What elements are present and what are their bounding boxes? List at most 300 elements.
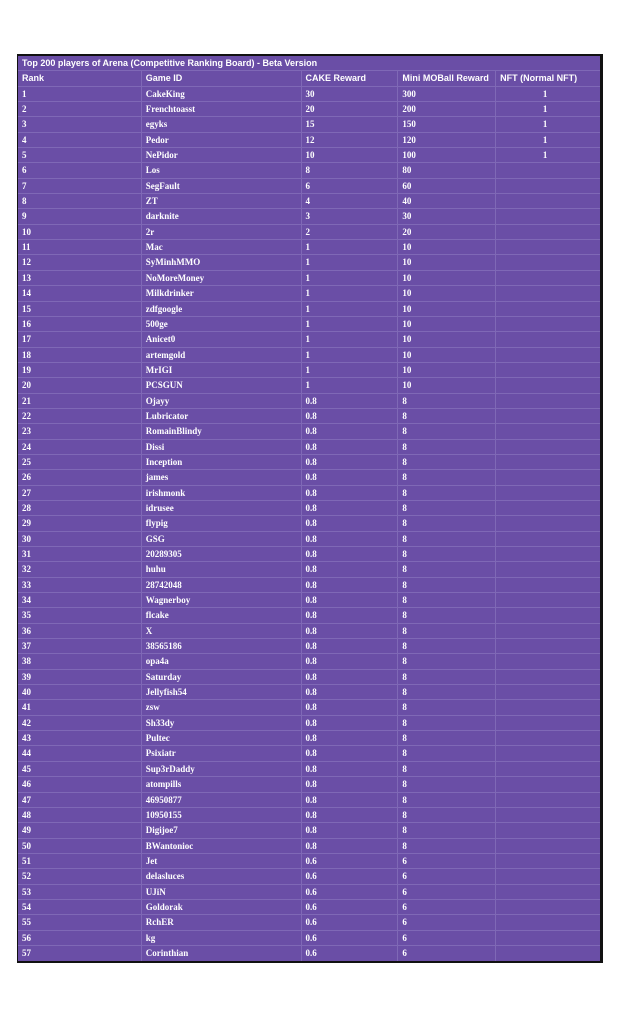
rank-cell[interactable]: 27 bbox=[18, 486, 142, 500]
nft-cell[interactable] bbox=[496, 700, 600, 714]
rank-cell[interactable]: 22 bbox=[18, 409, 142, 423]
cake-reward-cell[interactable]: 0.8 bbox=[302, 716, 399, 730]
game-id-cell[interactable]: egyks bbox=[142, 117, 302, 131]
cake-reward-cell[interactable]: 0.6 bbox=[302, 915, 399, 929]
rank-cell[interactable]: 57 bbox=[18, 946, 142, 961]
nft-cell[interactable] bbox=[496, 486, 600, 500]
game-id-cell[interactable]: Dissi bbox=[142, 440, 302, 454]
moball-reward-cell[interactable]: 8 bbox=[398, 746, 496, 760]
rank-cell[interactable]: 53 bbox=[18, 885, 142, 899]
nft-cell[interactable] bbox=[496, 286, 600, 300]
rank-cell[interactable]: 19 bbox=[18, 363, 142, 377]
moball-reward-cell[interactable]: 150 bbox=[398, 117, 496, 131]
moball-reward-cell[interactable]: 8 bbox=[398, 777, 496, 791]
cake-reward-cell[interactable]: 3 bbox=[302, 209, 399, 223]
cake-reward-cell[interactable]: 4 bbox=[302, 194, 399, 208]
header-nft[interactable]: NFT (Normal NFT) bbox=[500, 73, 578, 84]
nft-cell[interactable] bbox=[496, 839, 600, 853]
cake-reward-cell[interactable]: 0.8 bbox=[302, 746, 399, 760]
table-row bbox=[18, 608, 600, 623]
game-id-cell[interactable]: 28742048 bbox=[142, 578, 302, 592]
nft-cell[interactable] bbox=[496, 394, 600, 408]
nft-cell[interactable] bbox=[496, 240, 600, 254]
rank-cell[interactable]: 25 bbox=[18, 455, 142, 469]
cake-reward-cell[interactable]: 0.8 bbox=[302, 777, 399, 791]
rank-cell[interactable]: 51 bbox=[18, 854, 142, 868]
game-id-cell[interactable]: SegFault bbox=[142, 179, 302, 193]
game-id-cell[interactable]: Lubricator bbox=[142, 409, 302, 423]
rank-cell[interactable]: 9 bbox=[18, 209, 142, 223]
nft-cell[interactable] bbox=[496, 823, 600, 837]
rank-cell[interactable]: 8 bbox=[18, 194, 142, 208]
moball-reward-cell[interactable]: 100 bbox=[398, 148, 496, 162]
moball-reward-cell[interactable]: 8 bbox=[398, 839, 496, 853]
nft-cell[interactable] bbox=[496, 179, 600, 193]
rank-cell[interactable]: 32 bbox=[18, 562, 142, 576]
game-id-cell[interactable]: kg bbox=[142, 931, 302, 945]
rank-cell[interactable]: 38 bbox=[18, 654, 142, 668]
game-id-cell[interactable]: zsw bbox=[142, 700, 302, 714]
game-id-cell[interactable]: Frenchtoasst bbox=[142, 102, 302, 116]
cake-reward-cell[interactable]: 0.8 bbox=[302, 731, 399, 745]
rank-cell[interactable]: 23 bbox=[18, 424, 142, 438]
nft-cell[interactable] bbox=[496, 255, 600, 269]
moball-reward-cell[interactable]: 10 bbox=[398, 332, 496, 346]
game-id-cell[interactable]: Anicet0 bbox=[142, 332, 302, 346]
game-id-cell[interactable]: Sup3rDaddy bbox=[142, 762, 302, 776]
moball-reward-cell[interactable]: 8 bbox=[398, 624, 496, 638]
rank-cell[interactable]: 42 bbox=[18, 716, 142, 730]
rank-cell[interactable]: 30 bbox=[18, 532, 142, 546]
cake-reward-cell[interactable]: 0.8 bbox=[302, 440, 399, 454]
nft-cell[interactable] bbox=[496, 317, 600, 331]
game-id-cell[interactable]: PCSGUN bbox=[142, 378, 302, 392]
nft-cell[interactable] bbox=[496, 532, 600, 546]
rank-cell[interactable]: 13 bbox=[18, 271, 142, 285]
rank-cell[interactable]: 56 bbox=[18, 931, 142, 945]
nft-cell[interactable] bbox=[496, 793, 600, 807]
cake-reward-cell[interactable]: 0.8 bbox=[302, 670, 399, 684]
cake-reward-cell[interactable]: 0.8 bbox=[302, 394, 399, 408]
rank-cell[interactable]: 35 bbox=[18, 608, 142, 622]
cake-reward-cell[interactable]: 0.6 bbox=[302, 931, 399, 945]
moball-reward-cell[interactable]: 6 bbox=[398, 869, 496, 883]
game-id-cell[interactable]: 2r bbox=[142, 225, 302, 239]
nft-cell[interactable] bbox=[496, 808, 600, 822]
game-id-cell[interactable]: Ojayy bbox=[142, 394, 302, 408]
game-id-cell[interactable]: 46950877 bbox=[142, 793, 302, 807]
moball-reward-cell[interactable]: 6 bbox=[398, 854, 496, 868]
cake-reward-cell[interactable]: 6 bbox=[302, 179, 399, 193]
rank-cell[interactable]: 41 bbox=[18, 700, 142, 714]
game-id-cell[interactable]: GSG bbox=[142, 532, 302, 546]
table-row bbox=[18, 163, 600, 178]
cake-reward-cell[interactable]: 1 bbox=[302, 363, 399, 377]
moball-reward-cell[interactable]: 8 bbox=[398, 654, 496, 668]
game-id-cell[interactable]: zdfgoogle bbox=[142, 302, 302, 316]
header-cake-reward[interactable]: CAKE Reward bbox=[302, 71, 399, 85]
cake-reward-cell[interactable]: 1 bbox=[302, 348, 399, 362]
nft-cell[interactable] bbox=[496, 608, 600, 622]
moball-reward-cell[interactable]: 8 bbox=[398, 455, 496, 469]
rank-cell[interactable]: 12 bbox=[18, 255, 142, 269]
game-id-cell[interactable]: Pultec bbox=[142, 731, 302, 745]
header-rank[interactable]: Rank bbox=[18, 71, 142, 85]
game-id-cell[interactable]: Inception bbox=[142, 455, 302, 469]
cake-reward-cell[interactable]: 10 bbox=[302, 148, 399, 162]
cake-reward-cell[interactable]: 0.6 bbox=[302, 885, 399, 899]
rank-cell[interactable]: 50 bbox=[18, 839, 142, 853]
nft-cell[interactable] bbox=[496, 946, 600, 961]
cake-reward-cell[interactable]: 0.8 bbox=[302, 532, 399, 546]
cake-reward-cell[interactable]: 0.8 bbox=[302, 470, 399, 484]
cake-reward-cell[interactable]: 1 bbox=[302, 286, 399, 300]
nft-cell[interactable] bbox=[496, 931, 600, 945]
cake-reward-cell[interactable]: 0.8 bbox=[302, 593, 399, 607]
cake-reward-cell[interactable]: 0.6 bbox=[302, 946, 399, 961]
table-row bbox=[18, 516, 600, 531]
rank-cell[interactable]: 10 bbox=[18, 225, 142, 239]
moball-reward-cell[interactable]: 8 bbox=[398, 470, 496, 484]
moball-reward-cell[interactable]: 10 bbox=[398, 378, 496, 392]
cake-reward-cell[interactable]: 1 bbox=[302, 271, 399, 285]
game-id-cell[interactable]: CakeKing bbox=[142, 87, 302, 101]
moball-reward-cell[interactable]: 8 bbox=[398, 731, 496, 745]
rank-cell[interactable]: 26 bbox=[18, 470, 142, 484]
moball-reward-cell[interactable]: 8 bbox=[398, 593, 496, 607]
cake-reward-cell[interactable]: 0.8 bbox=[302, 624, 399, 638]
moball-reward-cell[interactable]: 8 bbox=[398, 532, 496, 546]
moball-reward-cell[interactable]: 6 bbox=[398, 915, 496, 929]
table-row bbox=[18, 731, 600, 746]
game-id-cell[interactable]: 500ge bbox=[142, 317, 302, 331]
moball-reward-cell[interactable]: 200 bbox=[398, 102, 496, 116]
rank-cell[interactable]: 49 bbox=[18, 823, 142, 837]
rank-cell[interactable]: 43 bbox=[18, 731, 142, 745]
moball-reward-cell[interactable]: 8 bbox=[398, 501, 496, 515]
game-id-cell[interactable]: james bbox=[142, 470, 302, 484]
game-id-cell[interactable]: opa4a bbox=[142, 654, 302, 668]
moball-reward-cell[interactable]: 8 bbox=[398, 793, 496, 807]
nft-cell[interactable]: 1 bbox=[542, 134, 548, 145]
cake-reward-cell[interactable]: 0.8 bbox=[302, 654, 399, 668]
game-id-cell[interactable]: Jet bbox=[142, 854, 302, 868]
moball-reward-cell[interactable]: 10 bbox=[398, 255, 496, 269]
moball-reward-cell[interactable]: 10 bbox=[398, 317, 496, 331]
nft-cell[interactable] bbox=[496, 271, 600, 285]
moball-reward-cell[interactable]: 8 bbox=[398, 700, 496, 714]
nft-cell[interactable] bbox=[496, 516, 600, 530]
cake-reward-cell[interactable]: 0.8 bbox=[302, 823, 399, 837]
game-id-cell[interactable]: 38565186 bbox=[142, 639, 302, 653]
nft-cell[interactable] bbox=[496, 409, 600, 423]
rank-cell[interactable]: 15 bbox=[18, 302, 142, 316]
cake-reward-cell[interactable]: 8 bbox=[302, 163, 399, 177]
table-row bbox=[18, 332, 600, 347]
moball-reward-cell[interactable]: 6 bbox=[398, 931, 496, 945]
nft-cell[interactable]: 1 bbox=[542, 119, 548, 130]
rank-cell[interactable]: 48 bbox=[18, 808, 142, 822]
game-id-cell[interactable]: Corinthian bbox=[142, 946, 302, 961]
game-id-cell[interactable]: Pedor bbox=[142, 133, 302, 147]
cake-reward-cell[interactable]: 0.8 bbox=[302, 409, 399, 423]
nft-cell[interactable] bbox=[496, 578, 600, 592]
cake-reward-cell[interactable]: 15 bbox=[302, 117, 399, 131]
rank-cell[interactable]: 46 bbox=[18, 777, 142, 791]
nft-cell[interactable] bbox=[496, 777, 600, 791]
cake-reward-cell[interactable]: 12 bbox=[302, 133, 399, 147]
rank-cell[interactable]: 47 bbox=[18, 793, 142, 807]
rank-cell[interactable]: 4 bbox=[18, 133, 142, 147]
moball-reward-cell[interactable]: 8 bbox=[398, 685, 496, 699]
nft-cell[interactable] bbox=[496, 746, 600, 760]
rank-cell[interactable]: 14 bbox=[18, 286, 142, 300]
rank-cell[interactable]: 24 bbox=[18, 440, 142, 454]
cake-reward-cell[interactable]: 0.8 bbox=[302, 762, 399, 776]
moball-reward-cell[interactable]: 8 bbox=[398, 409, 496, 423]
cake-reward-cell[interactable]: 20 bbox=[302, 102, 399, 116]
cake-reward-cell[interactable]: 2 bbox=[302, 225, 399, 239]
rank-cell[interactable]: 39 bbox=[18, 670, 142, 684]
game-id-cell[interactable]: NoMoreMoney bbox=[142, 271, 302, 285]
rank-cell[interactable]: 29 bbox=[18, 516, 142, 530]
rank-cell[interactable]: 54 bbox=[18, 900, 142, 914]
moball-reward-cell[interactable]: 80 bbox=[398, 163, 496, 177]
game-id-cell[interactable]: artemgold bbox=[142, 348, 302, 362]
rank-cell[interactable]: 37 bbox=[18, 639, 142, 653]
rank-cell[interactable]: 52 bbox=[18, 869, 142, 883]
moball-reward-cell[interactable]: 10 bbox=[398, 240, 496, 254]
table-row bbox=[18, 225, 600, 240]
nft-cell[interactable] bbox=[496, 363, 600, 377]
moball-reward-cell[interactable]: 30 bbox=[398, 209, 496, 223]
nft-cell[interactable]: 1 bbox=[542, 88, 548, 99]
game-id-cell[interactable]: irishmonk bbox=[142, 486, 302, 500]
moball-reward-cell[interactable]: 40 bbox=[398, 194, 496, 208]
game-id-cell[interactable]: BWantonioc bbox=[142, 839, 302, 853]
game-id-cell[interactable]: Psixiatr bbox=[142, 746, 302, 760]
game-id-cell[interactable]: Milkdrinker bbox=[142, 286, 302, 300]
game-id-cell[interactable]: ZT bbox=[142, 194, 302, 208]
game-id-cell[interactable]: UJiN bbox=[142, 885, 302, 899]
moball-reward-cell[interactable]: 10 bbox=[398, 302, 496, 316]
rank-cell[interactable]: 20 bbox=[18, 378, 142, 392]
nft-cell[interactable] bbox=[496, 915, 600, 929]
moball-reward-cell[interactable]: 8 bbox=[398, 562, 496, 576]
nft-cell[interactable] bbox=[496, 440, 600, 454]
cake-reward-cell[interactable]: 0.8 bbox=[302, 578, 399, 592]
nft-cell[interactable] bbox=[496, 302, 600, 316]
cake-reward-cell[interactable]: 0.8 bbox=[302, 793, 399, 807]
nft-cell[interactable] bbox=[496, 716, 600, 730]
moball-reward-cell[interactable]: 8 bbox=[398, 670, 496, 684]
game-id-cell[interactable]: huhu bbox=[142, 562, 302, 576]
rank-cell[interactable]: 5 bbox=[18, 148, 142, 162]
nft-cell[interactable] bbox=[496, 762, 600, 776]
cake-reward-cell[interactable]: 1 bbox=[302, 378, 399, 392]
cake-reward-cell[interactable]: 1 bbox=[302, 332, 399, 346]
rank-cell[interactable]: 3 bbox=[18, 117, 142, 131]
cake-reward-cell[interactable]: 0.8 bbox=[302, 839, 399, 853]
cake-reward-cell[interactable]: 0.8 bbox=[302, 455, 399, 469]
nft-cell[interactable] bbox=[496, 624, 600, 638]
cake-reward-cell[interactable]: 0.8 bbox=[302, 516, 399, 530]
nft-cell[interactable]: 1 bbox=[542, 150, 548, 161]
cake-reward-cell[interactable]: 0.8 bbox=[302, 700, 399, 714]
rank-cell[interactable]: 40 bbox=[18, 685, 142, 699]
rank-cell[interactable]: 33 bbox=[18, 578, 142, 592]
rank-cell[interactable]: 2 bbox=[18, 102, 142, 116]
game-id-cell[interactable]: idrusee bbox=[142, 501, 302, 515]
rank-cell[interactable]: 31 bbox=[18, 547, 142, 561]
table-row bbox=[18, 793, 600, 808]
game-id-cell[interactable]: flypig bbox=[142, 516, 302, 530]
cake-reward-cell[interactable]: 1 bbox=[302, 317, 399, 331]
moball-reward-cell[interactable]: 8 bbox=[398, 639, 496, 653]
table-row bbox=[18, 317, 600, 332]
nft-cell[interactable] bbox=[496, 685, 600, 699]
moball-reward-cell[interactable]: 300 bbox=[398, 87, 496, 101]
nft-cell[interactable] bbox=[496, 885, 600, 899]
moball-reward-cell[interactable]: 8 bbox=[398, 516, 496, 530]
game-id-cell[interactable]: Mac bbox=[142, 240, 302, 254]
nft-cell[interactable] bbox=[496, 225, 600, 239]
rank-cell[interactable]: 16 bbox=[18, 317, 142, 331]
moball-reward-cell[interactable]: 10 bbox=[398, 363, 496, 377]
game-id-cell[interactable]: SyMinhMMO bbox=[142, 255, 302, 269]
game-id-cell[interactable]: Digijoe7 bbox=[142, 823, 302, 837]
nft-cell[interactable] bbox=[496, 731, 600, 745]
cake-reward-cell[interactable]: 0.6 bbox=[302, 854, 399, 868]
rank-cell[interactable]: 45 bbox=[18, 762, 142, 776]
cake-reward-cell[interactable]: 1 bbox=[302, 302, 399, 316]
moball-reward-cell[interactable]: 6 bbox=[398, 900, 496, 914]
moball-reward-cell[interactable]: 6 bbox=[398, 946, 496, 961]
moball-reward-cell[interactable]: 8 bbox=[398, 486, 496, 500]
cake-reward-cell[interactable]: 30 bbox=[302, 87, 399, 101]
table-row bbox=[18, 869, 600, 884]
moball-reward-cell[interactable]: 120 bbox=[398, 133, 496, 147]
moball-reward-cell[interactable]: 8 bbox=[398, 608, 496, 622]
game-id-cell[interactable]: Saturday bbox=[142, 670, 302, 684]
rank-cell[interactable]: 21 bbox=[18, 394, 142, 408]
nft-cell[interactable] bbox=[496, 854, 600, 868]
rank-cell[interactable]: 28 bbox=[18, 501, 142, 515]
game-id-cell[interactable]: RchER bbox=[142, 915, 302, 929]
nft-cell[interactable] bbox=[496, 424, 600, 438]
game-id-cell[interactable]: Sh33dy bbox=[142, 716, 302, 730]
nft-cell[interactable]: 1 bbox=[542, 104, 548, 115]
moball-reward-cell[interactable]: 6 bbox=[398, 885, 496, 899]
moball-reward-cell[interactable]: 8 bbox=[398, 440, 496, 454]
nft-cell[interactable] bbox=[496, 593, 600, 607]
moball-reward-cell[interactable]: 10 bbox=[398, 271, 496, 285]
moball-reward-cell[interactable]: 8 bbox=[398, 823, 496, 837]
nft-cell[interactable] bbox=[496, 869, 600, 883]
game-id-cell[interactable]: Goldorak bbox=[142, 900, 302, 914]
cake-reward-cell[interactable]: 0.8 bbox=[302, 486, 399, 500]
game-id-cell[interactable]: RomainBlindy bbox=[142, 424, 302, 438]
nft-cell[interactable] bbox=[496, 639, 600, 653]
rank-cell[interactable]: 1 bbox=[18, 87, 142, 101]
cake-reward-cell[interactable]: 0.6 bbox=[302, 900, 399, 914]
moball-reward-cell[interactable]: 60 bbox=[398, 179, 496, 193]
moball-reward-cell[interactable]: 8 bbox=[398, 578, 496, 592]
cake-reward-cell[interactable]: 0.8 bbox=[302, 547, 399, 561]
rank-cell[interactable]: 6 bbox=[18, 163, 142, 177]
nft-cell[interactable] bbox=[496, 378, 600, 392]
nft-cell[interactable] bbox=[496, 900, 600, 914]
game-id-cell[interactable]: NePidor bbox=[142, 148, 302, 162]
rank-cell[interactable]: 55 bbox=[18, 915, 142, 929]
rank-cell[interactable]: 34 bbox=[18, 593, 142, 607]
moball-reward-cell[interactable]: 8 bbox=[398, 716, 496, 730]
cake-reward-cell[interactable]: 0.6 bbox=[302, 869, 399, 883]
game-id-cell[interactable]: Jellyfish54 bbox=[142, 685, 302, 699]
game-id-cell[interactable]: Los bbox=[142, 163, 302, 177]
moball-reward-cell[interactable]: 8 bbox=[398, 424, 496, 438]
nft-cell[interactable] bbox=[496, 562, 600, 576]
game-id-cell[interactable]: atompills bbox=[142, 777, 302, 791]
nft-cell[interactable] bbox=[496, 209, 600, 223]
game-id-cell[interactable]: delasluces bbox=[142, 869, 302, 883]
nft-cell[interactable] bbox=[496, 194, 600, 208]
moball-reward-cell[interactable]: 8 bbox=[398, 394, 496, 408]
cake-reward-cell[interactable]: 0.8 bbox=[302, 501, 399, 515]
header-game-id[interactable]: Game ID bbox=[142, 71, 302, 85]
table-title[interactable]: Top 200 players of Arena (Competitive Ranking Board) - Beta Version bbox=[22, 58, 318, 68]
cake-reward-cell[interactable]: 0.8 bbox=[302, 685, 399, 699]
moball-reward-cell[interactable]: 8 bbox=[398, 547, 496, 561]
cake-reward-cell[interactable]: 1 bbox=[302, 255, 399, 269]
cake-reward-cell[interactable]: 0.8 bbox=[302, 639, 399, 653]
rank-cell[interactable]: 36 bbox=[18, 624, 142, 638]
game-id-cell[interactable]: X bbox=[142, 624, 302, 638]
cake-reward-cell[interactable]: 0.8 bbox=[302, 562, 399, 576]
header-mini-moball-reward[interactable]: Mini MOBall Reward bbox=[398, 71, 496, 85]
nft-cell[interactable] bbox=[496, 163, 600, 177]
moball-reward-cell[interactable]: 10 bbox=[398, 348, 496, 362]
nft-cell[interactable] bbox=[496, 654, 600, 668]
moball-reward-cell[interactable]: 8 bbox=[398, 808, 496, 822]
cake-reward-cell[interactable]: 1 bbox=[302, 240, 399, 254]
nft-cell[interactable] bbox=[496, 547, 600, 561]
nft-cell[interactable] bbox=[496, 348, 600, 362]
game-id-cell[interactable]: darknite bbox=[142, 209, 302, 223]
game-id-cell[interactable]: MrIGI bbox=[142, 363, 302, 377]
nft-cell[interactable] bbox=[496, 501, 600, 515]
nft-cell[interactable] bbox=[496, 455, 600, 469]
rank-cell[interactable]: 11 bbox=[18, 240, 142, 254]
cake-reward-cell[interactable]: 0.8 bbox=[302, 808, 399, 822]
game-id-cell[interactable]: Wagnerboy bbox=[142, 593, 302, 607]
game-id-cell[interactable]: flcake bbox=[142, 608, 302, 622]
rank-cell[interactable]: 18 bbox=[18, 348, 142, 362]
cake-reward-cell[interactable]: 0.8 bbox=[302, 608, 399, 622]
nft-cell[interactable] bbox=[496, 470, 600, 484]
nft-cell[interactable] bbox=[496, 670, 600, 684]
rank-cell[interactable]: 17 bbox=[18, 332, 142, 346]
rank-cell[interactable]: 7 bbox=[18, 179, 142, 193]
nft-cell[interactable] bbox=[496, 332, 600, 346]
rank-cell[interactable]: 44 bbox=[18, 746, 142, 760]
moball-reward-cell[interactable]: 8 bbox=[398, 762, 496, 776]
moball-reward-cell[interactable]: 10 bbox=[398, 286, 496, 300]
game-id-cell[interactable]: 10950155 bbox=[142, 808, 302, 822]
game-id-cell[interactable]: 20289305 bbox=[142, 547, 302, 561]
moball-reward-cell[interactable]: 20 bbox=[398, 225, 496, 239]
cake-reward-cell[interactable]: 0.8 bbox=[302, 424, 399, 438]
